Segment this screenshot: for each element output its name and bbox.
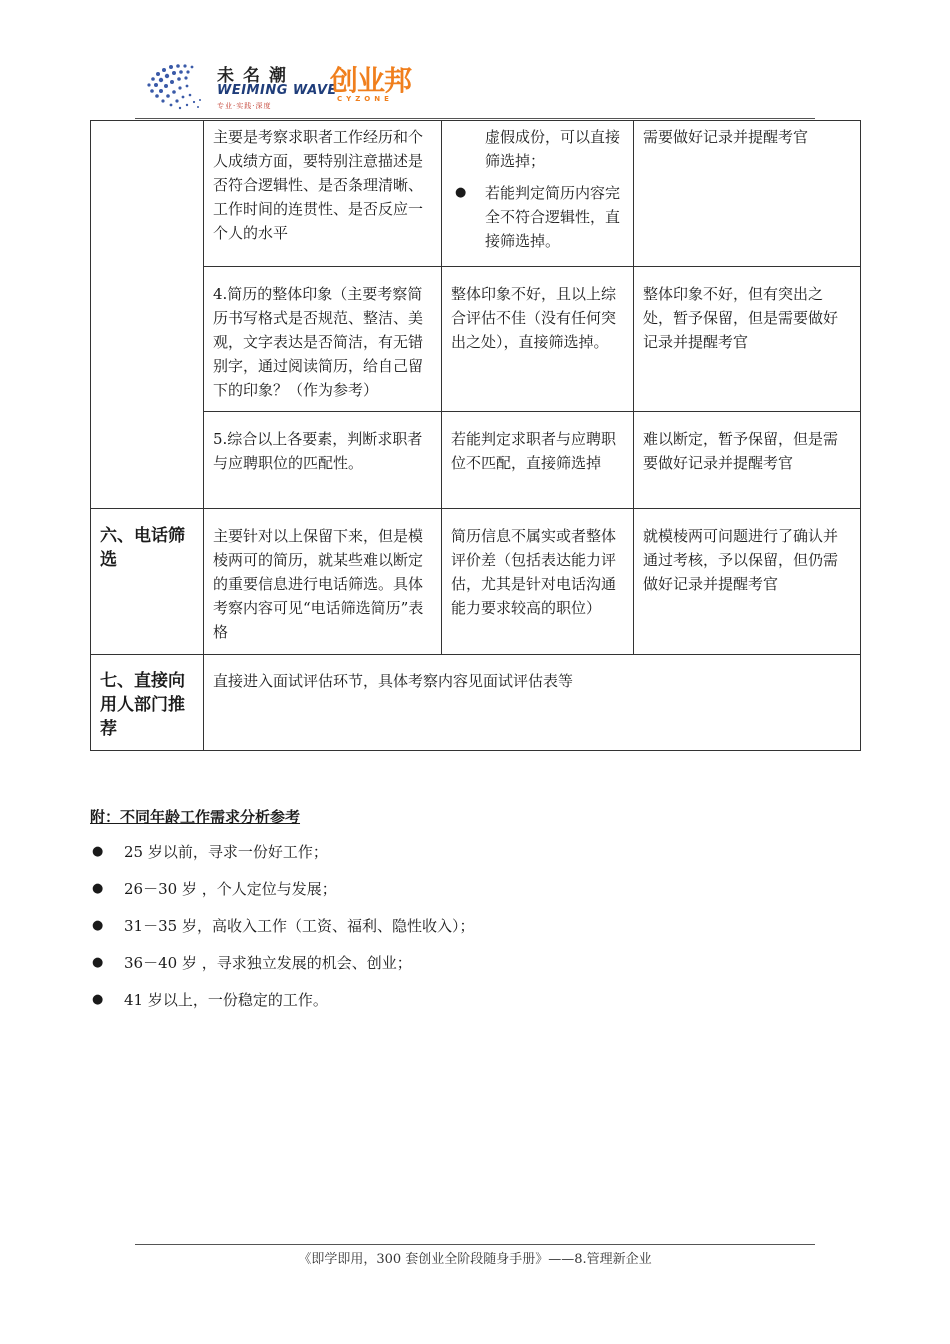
bullet-icon: ● [92, 844, 104, 859]
list-item: ● 26－30 岁 ，个人定位与发展； [92, 880, 337, 898]
table-row [91, 267, 861, 412]
list-item: ● 若能判定简历内容完全不符合逻辑性，直接筛选掉。 [451, 181, 624, 253]
weiming-wave-logo [135, 55, 215, 115]
brand-tagline: 专业·实践·深度 [217, 102, 272, 110]
page-footer: 《即学即用，300 套创业全阶段随身手册》——8.管理新企业 [298, 1252, 652, 1267]
reject-cell: 整体印象不好，且以上综合评估不佳（没有任何突出之处），直接筛选掉。 [442, 267, 634, 412]
stage-cell: 七、直接向用人部门推荐 [91, 655, 204, 751]
bullet-icon: ● [92, 992, 104, 1007]
criteria-cell: 主要是考察求职者工作经历和个人成绩方面，要特别注意描述是否符合逻辑性、是否条理清晰、工作时间的连贯性、是否反应一个人的水平 [204, 121, 442, 267]
age-needs-list [90, 842, 474, 1027]
table-row [91, 655, 861, 751]
list-item: ● 36－40 岁 ，寻求独立发展的机会、创业； [92, 954, 412, 972]
keep-cell: 需要做好记录并提醒考官 [634, 121, 861, 267]
reject-cell: 简历信息不属实或者整体评价差（包括表达能力评估，尤其是针对电话沟通能力要求较高的职位） [442, 509, 634, 655]
appendix-title: 附：不同年龄工作需求分析参考 [90, 808, 301, 826]
list-item: ● 41 岁以上，一份稳定的工作。 [92, 991, 328, 1009]
brand-name-en: WEIMING WAVE [217, 83, 337, 98]
reject-cell: 若能判定求职者与应聘职位不匹配，直接筛选掉 [442, 412, 634, 509]
bullet-icon: ● [92, 881, 104, 896]
list-item: ● 25 岁以前，寻求一份好工作； [92, 843, 328, 861]
list-item: 虚假成份，可以直接筛选掉； [485, 128, 621, 170]
stage-cell: 六、电话筛选 [91, 509, 204, 655]
content-cell: 直接进入面试评估环节，具体考察内容见面试评估表等 [204, 655, 861, 751]
keep-cell: 难以断定，暂予保留，但是需要做好记录并提醒考官 [634, 412, 861, 509]
keep-cell: 就模棱两可问题进行了确认并通过考核，予以保留，但仍需做好记录并提醒考官 [634, 509, 861, 655]
bullet-icon: ● [92, 955, 104, 970]
criteria-cell: 4.简历的整体印象（主要考察简历书写格式是否规范、整洁、美观，文字表达是否简洁，有无错别字，通过阅读简历，给自己留下的印象？（作为参考） [204, 267, 442, 412]
screening-table [90, 120, 861, 751]
criteria-cell: 5.综合以上各要素，判断求职者与应聘职位的匹配性。 [204, 412, 442, 509]
table-row [91, 121, 861, 267]
keep-cell: 整体印象不好，但有突出之处，暂予保留，但是需要做好记录并提醒考官 [634, 267, 861, 412]
stage-cell [91, 121, 204, 509]
table-row [91, 509, 861, 655]
criteria-cell: 主要针对以上保留下来，但是模棱两可的简历，就某些难以断定的重要信息进行电话筛选。具体考察内容可见“电话筛选简历”表格 [204, 509, 442, 655]
bullet-icon: ● [92, 918, 104, 933]
brand-name-cn: 未名潮 [217, 66, 295, 86]
cyzone-logo-cn: 创业邦 [330, 64, 412, 97]
reject-cell [442, 121, 634, 267]
header-divider [135, 118, 815, 119]
footer-divider [135, 1244, 815, 1245]
table-row [91, 412, 861, 509]
cyzone-logo-en: CYZONE [337, 95, 393, 103]
list-item: ● 31－35 岁，高收入工作（工资、福利、隐性收入）； [92, 917, 475, 935]
page-header [135, 55, 815, 117]
